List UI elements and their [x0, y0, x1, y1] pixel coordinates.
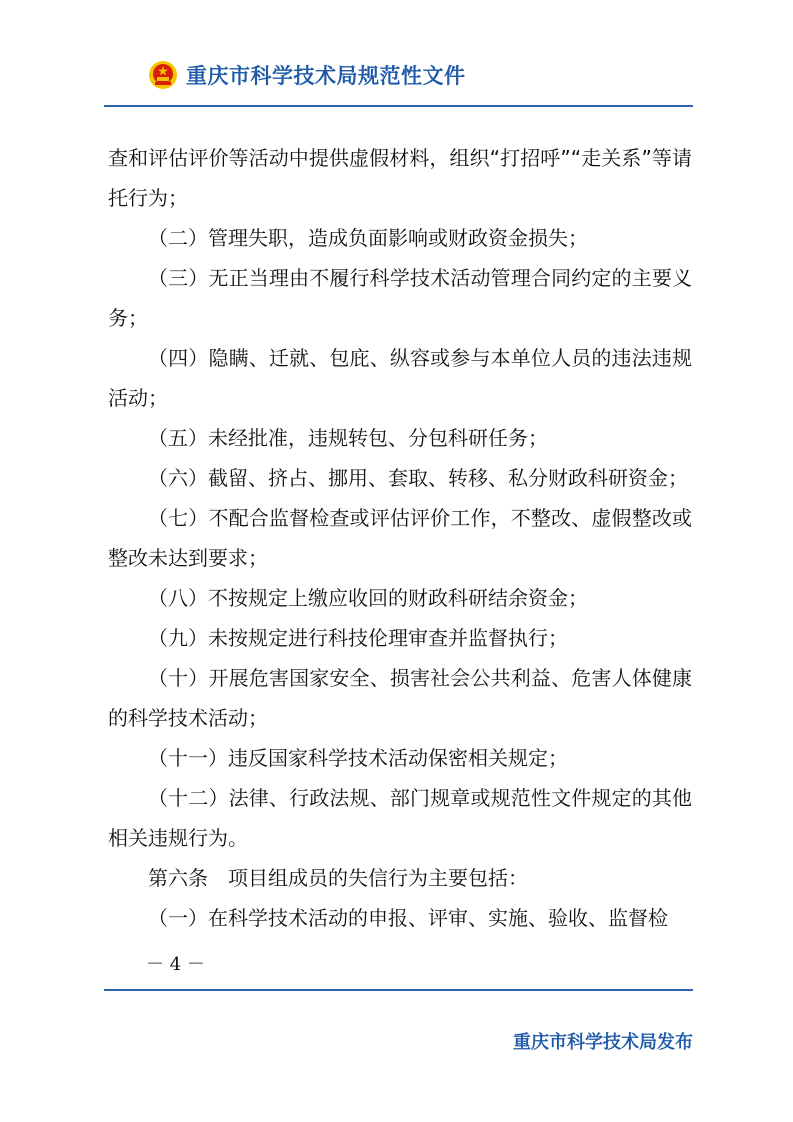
paragraph: （三）无正当理由不履行科学技术活动管理合同约定的主要义务；	[108, 266, 692, 330]
paragraph: （一）在科学技术活动的申报、评审、实施、验收、监督检	[148, 906, 668, 930]
footer-divider	[104, 989, 693, 991]
paragraph: （十一）违反国家科学技术活动保密相关规定；	[148, 746, 568, 770]
document-header	[148, 58, 466, 92]
paragraph: （六）截留、挤占、挪用、套取、转移、私分财政科研资金；	[148, 466, 688, 490]
issuer-label: 重庆市科学技术局发布	[513, 1032, 693, 1053]
paragraph: （五）未经批准，违规转包、分包科研任务；	[148, 426, 548, 450]
paragraph: （七）不配合监督检查或评估评价工作，不整改、虚假整改或整改未达到要求；	[108, 506, 692, 570]
paragraph: （八）不按规定上缴应收回的财政科研结余资金；	[148, 586, 588, 610]
article-heading: 第六条 项目组成员的失信行为主要包括：	[148, 866, 528, 890]
paragraph: 查和评估评价等活动中提供虚假材料，组织“打招呼”“走关系”等请托行为；	[108, 146, 692, 210]
header-divider	[104, 105, 693, 107]
header-title: 重庆市科学技术局规范性文件	[186, 63, 466, 88]
page-number: － 4 －	[146, 954, 205, 975]
paragraph: （九）未按规定进行科技伦理审查并监督执行；	[148, 626, 568, 650]
paragraph: （二）管理失职，造成负面影响或财政资金损失；	[148, 226, 588, 250]
national-emblem-icon	[148, 60, 178, 90]
paragraph: （十）开展危害国家安全、损害社会公共利益、危害人体健康的科学技术活动；	[108, 666, 692, 730]
paragraph: （四）隐瞒、迁就、包庇、纵容或参与本单位人员的违法违规活动；	[108, 346, 692, 410]
document-body	[108, 138, 692, 938]
paragraph: （十二）法律、行政法规、部门规章或规范性文件规定的其他相关违规行为。	[108, 786, 692, 850]
